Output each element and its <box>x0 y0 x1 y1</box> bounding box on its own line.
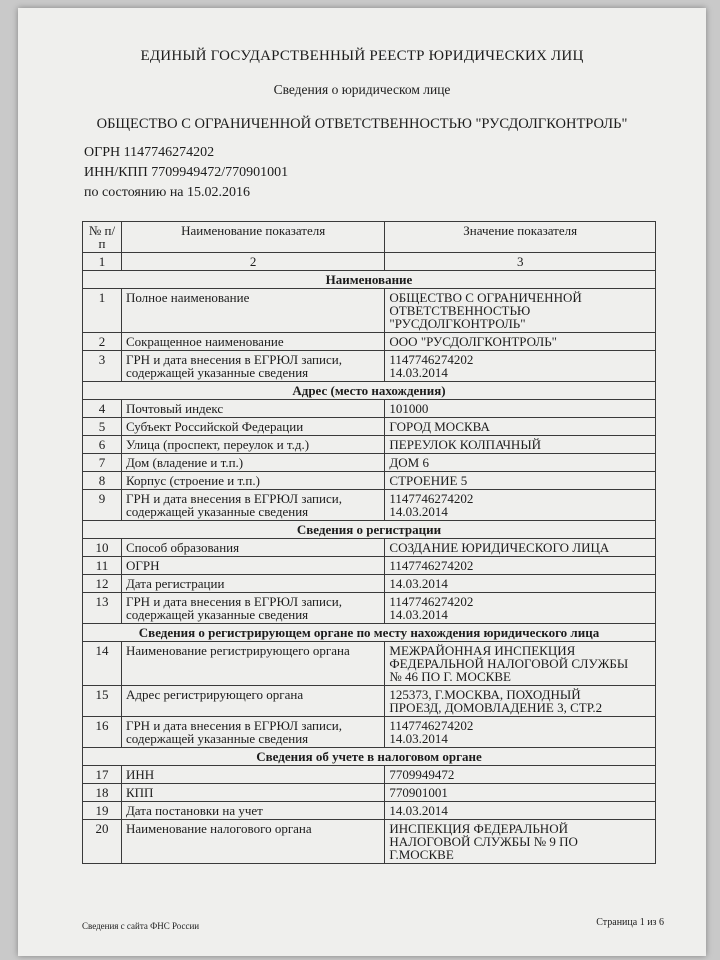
table-row <box>83 472 656 490</box>
row-label: Наименование налогового органа <box>121 820 384 864</box>
table-row <box>83 539 656 557</box>
document-title: ЕДИНЫЙ ГОСУДАРСТВЕННЫЙ РЕЕСТР ЮРИДИЧЕСКИХ ЛИЦ <box>140 48 584 64</box>
row-label: Полное наименование <box>121 289 384 333</box>
row-value: 7709949472 <box>385 766 656 784</box>
table-row <box>83 436 656 454</box>
row-label: ГРН и дата внесения в ЕГРЮЛ записи, содержащей указанные сведения <box>121 593 384 624</box>
table-row <box>83 557 656 575</box>
row-number: 14 <box>83 642 122 686</box>
table-row <box>83 400 656 418</box>
row-value: 1147746274202 14.03.2014 <box>385 351 656 382</box>
row-label: ГРН и дата внесения в ЕГРЮЛ записи, содержащей указанные сведения <box>121 351 384 382</box>
table-row <box>83 802 656 820</box>
row-value: ООО "РУСДОЛГКОНТРОЛЬ" <box>385 333 656 351</box>
row-number: 17 <box>83 766 122 784</box>
section-header-row <box>83 271 656 289</box>
row-value: 14.03.2014 <box>385 575 656 593</box>
table-row <box>83 490 656 521</box>
row-label: Дом (владение и т.п.) <box>121 454 384 472</box>
row-label: ОГРН <box>121 557 384 575</box>
row-label: Дата постановки на учет <box>121 802 384 820</box>
table-row <box>83 717 656 748</box>
section-title: Сведения о регистрирующем органе по месту нахождения юридического лица <box>83 624 656 642</box>
section-header-row <box>83 748 656 766</box>
row-value: 1147746274202 14.03.2014 <box>385 490 656 521</box>
row-number: 6 <box>83 436 122 454</box>
table-row <box>83 418 656 436</box>
table-row <box>83 593 656 624</box>
row-value: ДОМ 6 <box>385 454 656 472</box>
row-number: 16 <box>83 717 122 748</box>
row-label: ГРН и дата внесения в ЕГРЮЛ записи, содержащей указанные сведения <box>121 490 384 521</box>
row-value: 1147746274202 14.03.2014 <box>385 717 656 748</box>
document-subtitle: Сведения о юридическом лице <box>273 82 451 97</box>
row-value: СТРОЕНИЕ 5 <box>385 472 656 490</box>
table-row <box>83 686 656 717</box>
row-value: ГОРОД МОСКВА <box>385 418 656 436</box>
row-value: 1147746274202 <box>385 557 656 575</box>
row-value: ОБЩЕСТВО С ОГРАНИЧЕННОЙ ОТВЕТСТВЕННОСТЬЮ "РУСДОЛГКОНТРОЛЬ" <box>385 289 656 333</box>
row-number: 8 <box>83 472 122 490</box>
section-header-row <box>83 521 656 539</box>
row-value: 125373, Г.МОСКВА, ПОХОДНЫЙ ПРОЕЗД, ДОМОВЛАДЕНИЕ 3, СТР.2 <box>385 686 656 717</box>
table-row <box>83 642 656 686</box>
row-label: Субъект Российской Федерации <box>121 418 384 436</box>
row-number: 13 <box>83 593 122 624</box>
header-num-2: 2 <box>121 253 384 271</box>
row-number: 2 <box>83 333 122 351</box>
row-number: 19 <box>83 802 122 820</box>
inn-kpp-line: ИНН/КПП 7709949472/770901001 <box>84 165 289 180</box>
section-title: Адрес (место нахождения) <box>83 382 656 400</box>
row-label: Почтовый индекс <box>121 400 384 418</box>
section-header-row <box>83 624 656 642</box>
row-number: 4 <box>83 400 122 418</box>
row-number: 11 <box>83 557 122 575</box>
row-label: Дата регистрации <box>121 575 384 593</box>
row-value: СОЗДАНИЕ ЮРИДИЧЕСКОГО ЛИЦА <box>385 539 656 557</box>
header-col-indicator: Наименование показателя <box>121 222 384 253</box>
section-header-row <box>83 382 656 400</box>
row-value: МЕЖРАЙОННАЯ ИНСПЕКЦИЯ ФЕДЕРАЛЬНОЙ НАЛОГОВОЙ СЛУЖБЫ № 46 ПО Г. МОСКВЕ <box>385 642 656 686</box>
table-row <box>83 766 656 784</box>
document-page <box>18 8 706 956</box>
section-title: Сведения о регистрации <box>83 521 656 539</box>
row-value: ИНСПЕКЦИЯ ФЕДЕРАЛЬНОЙ НАЛОГОВОЙ СЛУЖБЫ № 9 ПО Г.МОСКВЕ <box>385 820 656 864</box>
header-num-1: 1 <box>83 253 122 271</box>
row-number: 15 <box>83 686 122 717</box>
table-row <box>83 333 656 351</box>
row-label: Наименование регистрирующего органа <box>121 642 384 686</box>
as-of-date-line: по состоянию на 15.02.2016 <box>84 185 251 200</box>
row-label: Адрес регистрирующего органа <box>121 686 384 717</box>
row-number: 3 <box>83 351 122 382</box>
table-row <box>83 289 656 333</box>
table-header-numbers-row <box>83 253 656 271</box>
table-row <box>83 454 656 472</box>
table-header-row <box>83 222 656 253</box>
row-label: ГРН и дата внесения в ЕГРЮЛ записи, содержащей указанные сведения <box>121 717 384 748</box>
footer-source: Сведения с сайта ФНС России <box>82 921 200 931</box>
table-row <box>83 820 656 864</box>
row-label: Способ образования <box>121 539 384 557</box>
row-label: ИНН <box>121 766 384 784</box>
row-number: 7 <box>83 454 122 472</box>
row-number: 1 <box>83 289 122 333</box>
ogrn-line: ОГРН 1147746274202 <box>84 145 215 160</box>
row-value: 770901001 <box>385 784 656 802</box>
table-row <box>83 784 656 802</box>
section-title: Сведения об учете в налоговом органе <box>83 748 656 766</box>
row-label: Улица (проспект, переулок и т.д.) <box>121 436 384 454</box>
row-number: 9 <box>83 490 122 521</box>
row-label: Сокращенное наименование <box>121 333 384 351</box>
row-number: 20 <box>83 820 122 864</box>
table-row <box>83 575 656 593</box>
row-value: 14.03.2014 <box>385 802 656 820</box>
header-col-value: Значение показателя <box>385 222 656 253</box>
row-number: 10 <box>83 539 122 557</box>
footer-page-number: Страница 1 из 6 <box>596 917 664 928</box>
row-number: 5 <box>83 418 122 436</box>
registry-table <box>82 221 656 864</box>
row-value: 101000 <box>385 400 656 418</box>
table-row <box>83 351 656 382</box>
row-value: 1147746274202 14.03.2014 <box>385 593 656 624</box>
row-number: 12 <box>83 575 122 593</box>
row-value: ПЕРЕУЛОК КОЛПАЧНЫЙ <box>385 436 656 454</box>
row-label: Корпус (строение и т.п.) <box>121 472 384 490</box>
row-label: КПП <box>121 784 384 802</box>
header-col-number: № п/п <box>83 222 122 253</box>
company-name: ОБЩЕСТВО С ОГРАНИЧЕННОЙ ОТВЕТСТВЕННОСТЬЮ "РУСДОЛГКОНТРОЛЬ" <box>96 116 628 132</box>
header-num-3: 3 <box>385 253 656 271</box>
row-number: 18 <box>83 784 122 802</box>
section-title: Наименование <box>83 271 656 289</box>
